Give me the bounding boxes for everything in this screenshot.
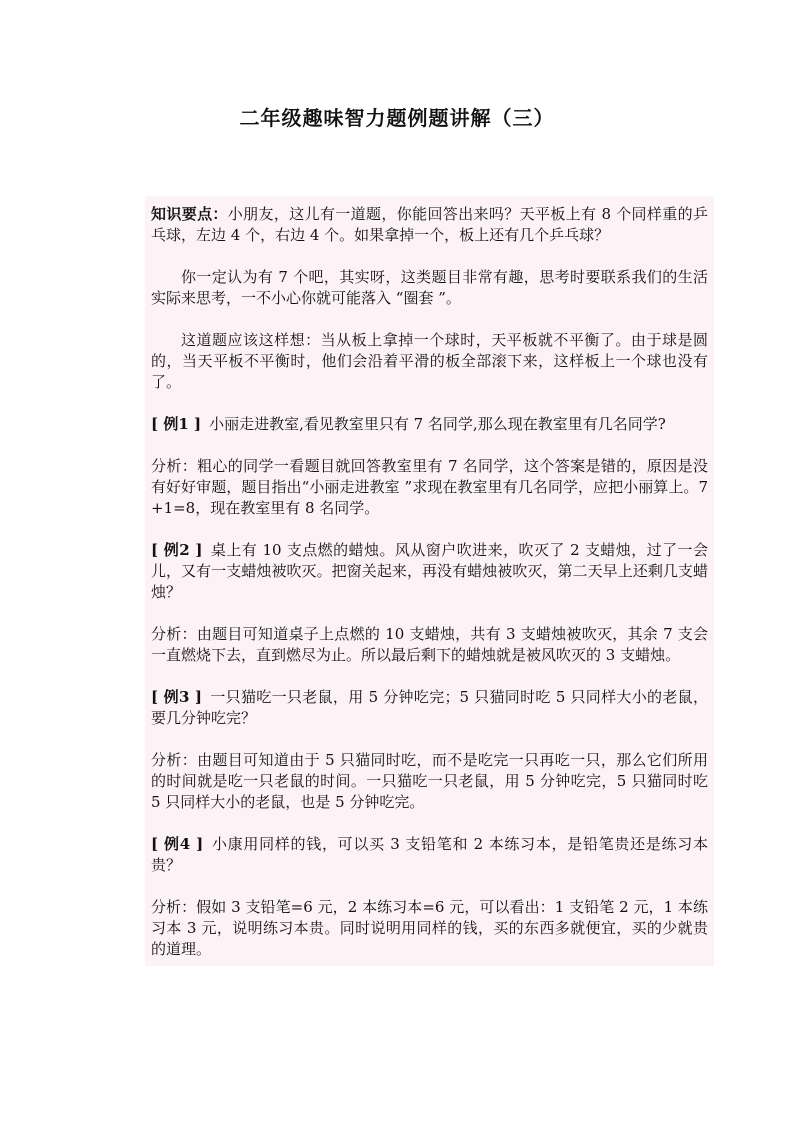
example-3-question [151,687,708,729]
example-1-label: [ 例1 ] [151,415,202,433]
example-4-label: [ 例4 ] [151,835,204,853]
example-2-question [151,540,708,603]
example-1-question [151,414,708,435]
intro-label: 知识要点： [151,205,228,223]
example-1-analysis: 分析：粗心的同学一看题目就回答教室里有 7 名同学，这个答案是错的，原因是没有好好审题，题目指出“小丽走进教室 ”求现在教室里有几名同学，应把小丽算上。7+1=8，现在教室里有 8 名同学。 [151,457,708,517]
example-3-analysis: 分析：由题目可知道由于 5 只猫同时吃，而不是吃完一只再吃一只，那么它们所用的时间就是吃一只老鼠的时间。一只猫吃一只老鼠，用 5 分钟吃完，5 只猫同时吃 5 只同样大小的老鼠，也是 5 分钟吃完。 [151,751,708,811]
intro-text: 小朋友，这儿有一道题，你能回答出来吗？天平板上有 8 个同样重的乒乓球，左边 4 个，右边 4 个。如果拿掉一个，板上还有几个乒乓球？ [151,205,708,244]
example-4-analysis: 分析：假如 3 支铅笔=6 元，2 本练习本=6 元，可以看出：1 支铅笔 2 元，1 本练习本 3 元，说明练习本贵。同时说明用同样的钱，买的东西多就便宜，买的少就贵的道理。 [151,898,708,958]
example-3-label: [ 例3 ] [151,688,203,706]
intro-paragraph [151,204,708,246]
page-title: 二年级趣味智力题例题讲解（三） [239,106,555,130]
example-2-label: [ 例2 ] [151,541,203,559]
paragraph-2: 你一定认为有 7 个吧，其实呀，这类题目非常有趣，思考时要联系我们的生活实际来思考，一不小心你就可能落入 “圈套 ”。 [151,268,708,307]
paragraph-3: 这道题应该这样想：当从板上拿掉一个球时，天平板就不平衡了。由于球是圆的，当天平板不平衡时，他们会沿着平滑的板全部滚下来，这样板上一个球也没有了。 [151,331,708,391]
content-box [145,196,714,966]
example-4-question [151,834,708,876]
example-3-text: 一只猫吃一只老鼠，用 5 分钟吃完；5 只猫同时吃 5 只同样大小的老鼠，要几分钟吃完？ [151,688,708,727]
example-2-analysis: 分析：由题目可知道桌子上点燃的 10 支蜡烛，共有 3 支蜡烛被吹灭，其余 7 支会一直燃烧下去，直到燃尽为止。所以最后剩下的蜡烛就是被风吹灭的 3 支蜡烛。 [151,625,708,664]
example-1-text: 小丽走进教室,看见教室里只有 7 名同学,那么现在教室里有几名同学? [209,415,666,433]
example-2-text: 桌上有 10 支点燃的蜡烛。风从窗户吹进来，吹灭了 2 支蜡烛，过了一会儿，又有一支蜡烛被吹灭。把窗关起来，再没有蜡烛被吹灭，第二天早上还剩几支蜡烛？ [151,541,708,601]
example-4-text: 小康用同样的钱，可以买 3 支铅笔和 2 本练习本，是铅笔贵还是练习本贵？ [151,835,709,874]
